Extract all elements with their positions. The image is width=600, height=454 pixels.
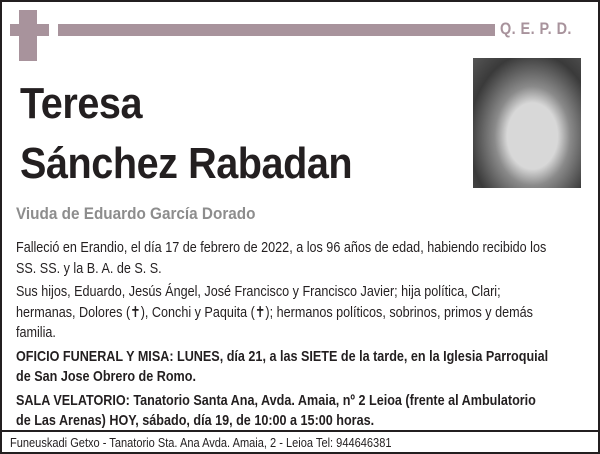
- obituary-body: [16, 238, 554, 435]
- footer-text: Funeuskadi Getxo - Tanatorio Sta. Ana Avda. Amaia, 2 - Leioa Tel: 944646381: [10, 435, 392, 450]
- family-list: Sus hijos, Eduardo, Jesús Ángel, José Francisco y Francisco Javier; hija política, Clari; hermanas, Dolores (✝), Conchi y Paquita (✝); hermanos políticos, sobrinos, primos y demás familia.: [16, 283, 533, 341]
- death-notice: Falleció en Erandio, el día 17 de febrero de 2022, a los 96 años de edad, habiendo recibido los SS. SS. y la B. A. de S. S.: [16, 239, 547, 277]
- footer-divider: [0, 430, 600, 432]
- funeral-info: OFICIO FUNERAL Y MISA: LUNES, día 21, a las SIETE de la tarde, en la Iglesia Parroquial de San Jose Obrero de Romo.: [16, 347, 549, 385]
- first-name: Teresa: [20, 79, 143, 128]
- last-name: Sánchez Rabadan: [20, 139, 353, 188]
- qepd-label: Q. E. P. D.: [500, 19, 572, 38]
- header-bar: [58, 24, 495, 36]
- cross-icon-arm: [10, 24, 49, 36]
- portrait-photo: [473, 58, 581, 188]
- wake-info: SALA VELATORIO: Tanatorio Santa Ana, Avda. Amaia, nº 2 Leioa (frente al Ambulatorio de Las Arenas) HOY, sábado, día 19, de 10:00 a 15:00 horas.: [16, 391, 536, 429]
- subtitle: Viuda de Eduardo García Dorado: [16, 204, 256, 223]
